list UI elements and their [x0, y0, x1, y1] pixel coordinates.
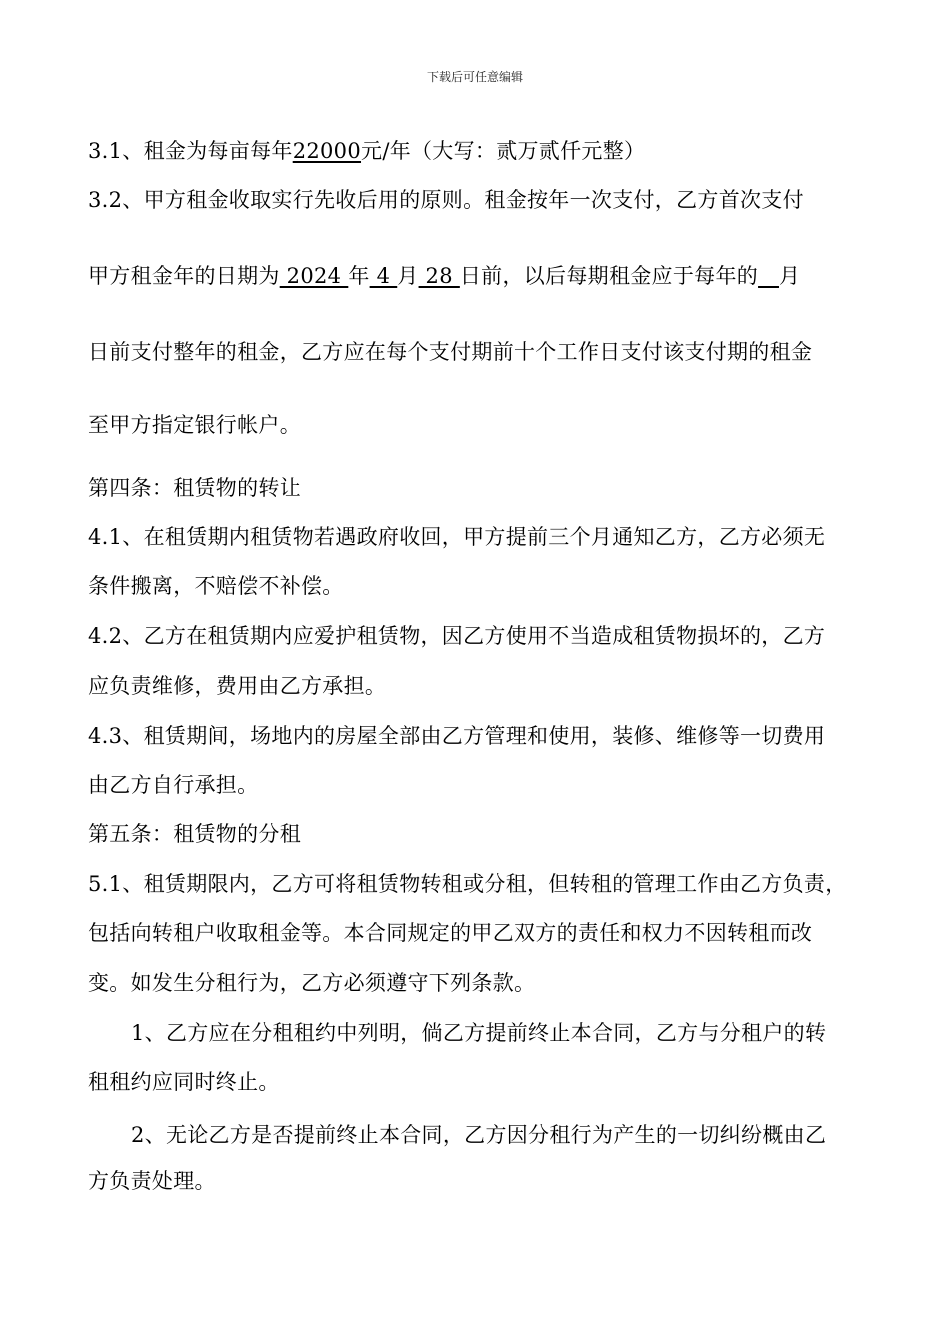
payment-month: 4	[369, 264, 398, 288]
item-1-line-2: 租租约应同时终止。	[88, 1070, 280, 1094]
clause-3-2-line-3: 日前支付整年的租金，乙方应在每个支付期前十个工作日支付该支付期的租金	[88, 340, 813, 364]
clause-4-3-line-2: 由乙方自行承担。	[88, 773, 259, 797]
clause-3-1-suffix: 元/年（大写：贰万贰仟元整）	[361, 139, 646, 163]
clause-4-3-line-1: 4.3、租赁期间，场地内的房屋全部由乙方管理和使用，装修、维修等一切费用	[88, 724, 826, 748]
clause-3-1-prefix: 3.1、租金为每亩每年	[88, 139, 293, 163]
payment-day: 28	[418, 264, 460, 288]
clause-3-2-line-4: 至甲方指定银行帐户。	[88, 413, 301, 437]
month-unit: 月	[397, 264, 419, 288]
clause-3-1	[88, 136, 645, 166]
rent-amount: 22000	[292, 139, 362, 163]
clause-5-1-line-2: 包括向转租户收取租金等。本合同规定的甲乙双方的责任和权力不因转租而改	[88, 921, 813, 945]
clause-4-2-line-1: 4.2、乙方在租赁期内应爱护租赁物，因乙方使用不当造成租赁物损坏的，乙方	[88, 624, 826, 648]
page-header: 下载后可任意编辑	[426, 70, 523, 84]
annual-month-blank	[758, 264, 779, 288]
clause-3-2-text-a: 甲方租金年的日期为	[88, 264, 280, 288]
article-4-title: 第四条：租赁物的转让	[88, 476, 301, 500]
clause-5-1-line-3: 变。如发生分租行为，乙方必须遵守下列条款。	[88, 971, 536, 995]
clause-5-1-line-1: 5.1、租赁期限内，乙方可将租赁物转租或分租，但转租的管理工作由乙方负责，	[88, 872, 847, 896]
clause-4-1-line-2: 条件搬离，不赔偿不补偿。	[88, 574, 344, 598]
item-1-line-1: 1、乙方应在分租租约中列明，倘乙方提前终止本合同，乙方与分租户的转	[131, 1021, 827, 1045]
payment-year: 2024	[279, 264, 349, 288]
item-2-line-2: 方负责处理。	[88, 1169, 216, 1193]
item-2-line-1: 2、无论乙方是否提前终止本合同，乙方因分租行为产生的一切纠纷概由乙	[131, 1123, 827, 1147]
year-unit: 年	[348, 264, 370, 288]
clause-4-2-line-2: 应负责维修，费用由乙方承担。	[88, 674, 387, 698]
clause-3-2-text-d: 日前，以后每期租金应于每年的	[459, 264, 759, 288]
clause-3-2-text-e: 月	[778, 264, 801, 288]
article-5-title: 第五条：租赁物的分租	[88, 822, 301, 846]
clause-3-2-line-2	[88, 261, 800, 291]
clause-3-2-line-1: 3.2、甲方租金收取实行先收后用的原则。租金按年一次支付，乙方首次支付	[88, 188, 804, 212]
clause-4-1-line-1: 4.1、在租赁期内租赁物若遇政府收回，甲方提前三个月通知乙方，乙方必须无	[88, 525, 826, 549]
